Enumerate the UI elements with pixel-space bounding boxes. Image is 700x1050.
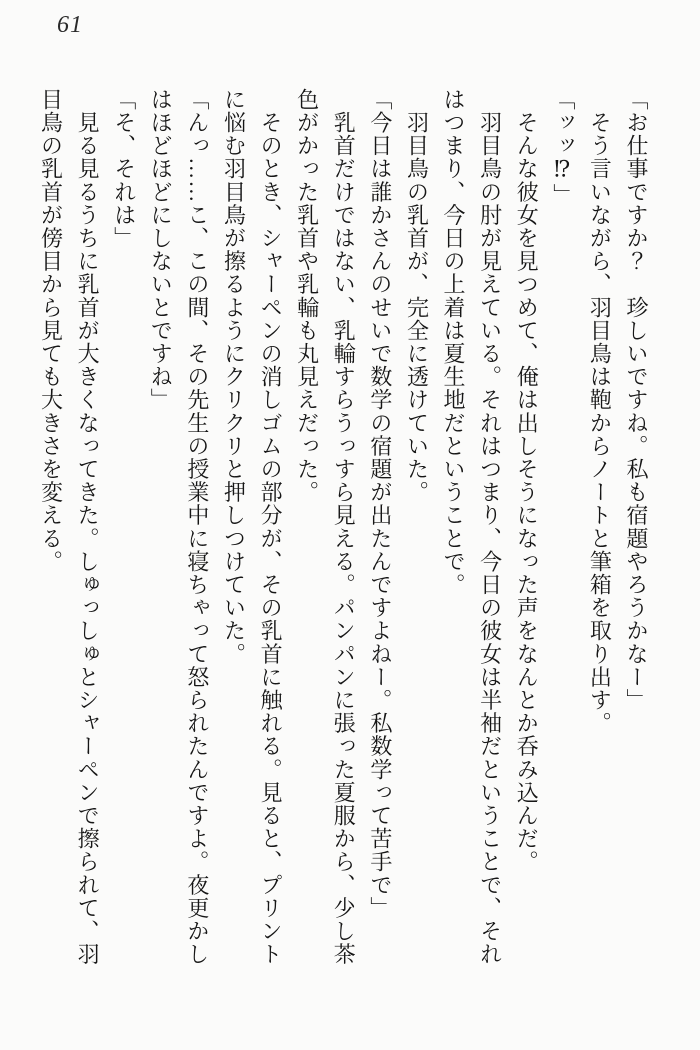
text-column: 「今日は誰かさんのせいで数学の宿題が出たんですよねー。私数学って苦手で」 — [367, 88, 393, 920]
text-column: 「ッッ⁉」 — [550, 88, 576, 207]
text-column: 色がかった乳首や乳輪も丸見えだった。 — [294, 88, 320, 504]
text-column: に悩む羽目鳥が擦るようにクリクリと押しつけていた。 — [221, 88, 247, 666]
page-number: 61 — [57, 12, 83, 38]
text-column: 「お仕事ですか？ 珍しいですね。私も宿題やろうかなー」 — [624, 88, 649, 712]
vertical-text-block — [32, 88, 654, 968]
text-column: 見る見るうちに乳首が大きくなってきた。しゅっしゅとシャーペンで擦られて、羽 — [75, 88, 101, 966]
text-column: そんな彼女を見つめて、俺は出しそうになった声をなんとか呑み込んだ。 — [514, 88, 540, 874]
text-column: 羽目鳥の乳首が、完全に透けていた。 — [404, 88, 430, 504]
text-column: 目鳥の乳首が傍目から見ても大きさを変える。 — [38, 88, 64, 574]
text-column: 「んっ……こ、この間、その先生の授業中に寝ちゃって怒られたんですよ。夜更かし — [184, 88, 210, 966]
text-column: そのとき、シャーペンの消しゴムの部分が、その乳首に触れる。見ると、プリント — [258, 88, 284, 966]
text-column: 「そ、それは」 — [111, 88, 137, 250]
text-column: はほどほどにしないとですね」 — [148, 88, 174, 412]
text-column: はつまり、今日の上着は夏生地だということで。 — [441, 88, 467, 597]
text-column: そう言いながら、羽目鳥は鞄からノートと筆箱を取り出す。 — [587, 88, 613, 735]
text-column: 羽目鳥の肘が見えている。それはつまり、今日の彼女は半袖だということで、それ — [477, 88, 503, 966]
text-column: 乳首だけではない、乳輪すらうっすら見える。パンパンに張った夏服から、少し茶 — [331, 88, 357, 966]
